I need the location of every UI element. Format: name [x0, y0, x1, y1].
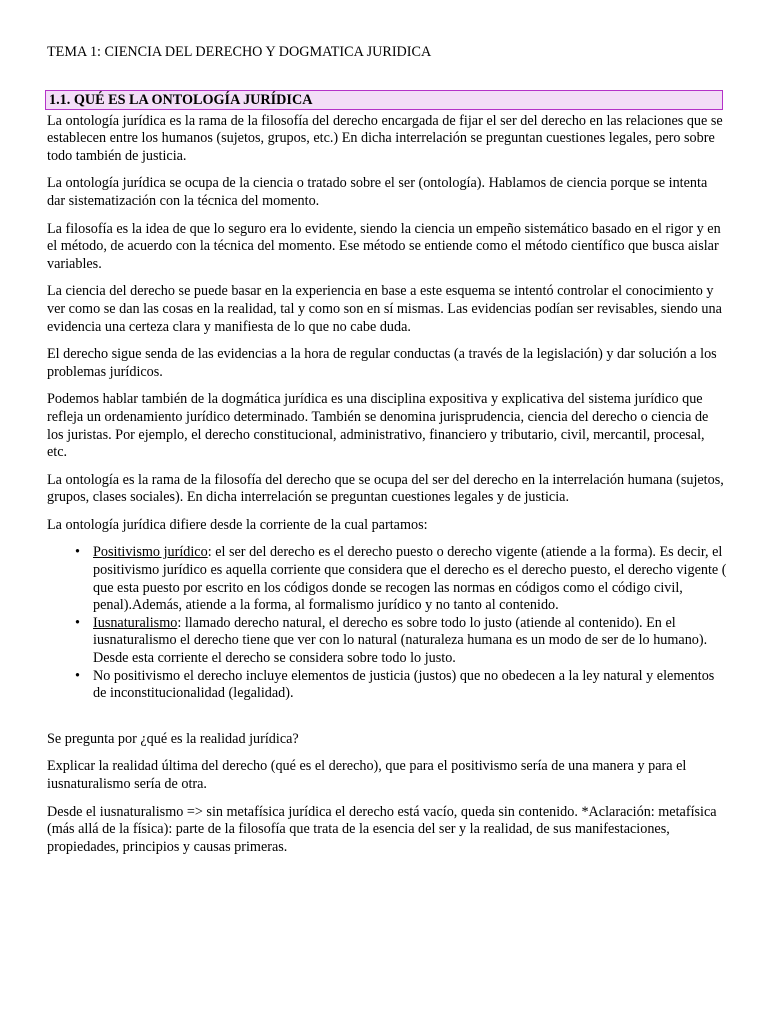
- bullet-icon: •: [75, 667, 80, 684]
- paragraph-ontologia-ciencia: La ontología jurídica se ocupa de la ciencia o tratado sobre el ser (ontología). Hablamos de ciencia porque se intenta dar sistematización con la técnica del momento.: [47, 175, 708, 209]
- spacer: [47, 713, 727, 731]
- list-item-text: No positivismo el derecho incluye elementos de justicia (justos) que no obedecen a la ley natural y elementos de inconstitucionalidad (legalidad).: [93, 667, 715, 702]
- paragraph-filosofia: La filosofía es la idea de que lo seguro era lo evidente, siendo la ciencia un empeño sistemático basado en el rigor y en el método, de acuerdo con la técnica del momento. Ese método se entiende como el método científico que busca aislar variables.: [47, 220, 721, 272]
- paragraph-ontologia-definicion: La ontología jurídica es la rama de la filosofía del derecho encargada de fijar el ser del derecho en las relaciones que se establecen entre los humanos (sujetos, grupos, etc.) En dicha interrelación se preguntan cuestiones legales, pero sobre todo también de justicia.: [47, 112, 723, 164]
- bullet-icon: •: [75, 614, 80, 631]
- term-iusnaturalismo: Iusnaturalismo: [93, 614, 178, 631]
- bullet-icon: •: [75, 544, 80, 561]
- paragraph-derecho-evidencias: El derecho sigue senda de las evidencias a la hora de regular conductas (a través de la legislación) y dar solución a los problemas jurídicos.: [47, 346, 717, 380]
- paragraph-ciencia-derecho: La ciencia del derecho se puede basar en la experiencia en base a este esquema se intentó controlar el conocimiento y ver como se dan las cosas en la realidad, tal y como son en sí mismas. Las evidencias podían ser revisables, siendo una evidencia una certeza clara y manifiesta de lo que no cabe duda.: [47, 283, 722, 335]
- list-item-iusnaturalismo: [75, 614, 727, 668]
- document-title: TEMA 1: CIENCIA DEL DERECHO Y DOGMATICA JURIDICA: [47, 44, 432, 60]
- paragraph-dogmatica: Podemos hablar también de la dogmática jurídica es una disciplina expositiva y explicativa del sistema jurídico que refleja un ordenamiento jurídico determinado. También se denomina jurisprudencia, ciencia del derecho o ciencia de los juristas. Por ejemplo, el derecho constitucional, administrativo, financiero y tributario, civil, mercantil, procesal, etc.: [47, 391, 709, 461]
- term-positivismo: Positivismo jurídico: [93, 544, 208, 561]
- list-item-text: : el ser del derecho es el derecho puesto o derecho vigente (atiende a la forma). Es decir, el positivismo jurídico es aquella corriente que considera que el derecho es el derecho puesto, el derecho vigente ( que esta puesto por escrito en los códigos donde se recogen las normas en códigos como el código civil, penal).Además, atiende a la forma, al formalismo jurídico y no tanto al contenido.: [93, 544, 727, 614]
- paragraph-realidad-ultima: Explicar la realidad última del derecho (qué es el derecho), que para el positivismo sería de una manera y para el iusnaturalismo sería de otra.: [47, 758, 687, 792]
- document-page: [47, 44, 727, 866]
- list-item-no-positivismo: [75, 667, 727, 703]
- paragraph-pregunta: Se pregunta por ¿qué es la realidad jurídica?: [47, 730, 299, 747]
- paragraph-ontologia-rama: La ontología es la rama de la filosofía del derecho que se ocupa del ser del derecho en la interrelación humana (sujetos, grupos, clases sociales). En dicha interrelación se preguntan cuestiones legales y de justicia.: [47, 471, 724, 506]
- list-item-positivismo: [75, 544, 727, 614]
- section-heading: 1.1. QUÉ ES LA ONTOLOGÍA JURÍDICA: [45, 90, 723, 110]
- paragraph-metafisica: Desde el iusnaturalismo => sin metafísica jurídica el derecho está vacío, queda sin contenido. *Aclaración: metafísica (más allá de la física): parte de la filosofía que trata de la esencia del ser y la realidad, de sus manifestaciones, propiedades, principios y causas primeras.: [47, 803, 717, 855]
- list-item-text: : llamado derecho natural, el derecho es sobre todo lo justo (atiende al contenido). En el iusnaturalismo el derecho tiene que ver con lo natural (naturaleza humana es un modo de ser de lo humano). Desde esta corriente el derecho se considera sobre todo lo justo.: [93, 614, 708, 667]
- paragraph-corrientes-intro: La ontología jurídica difiere desde la corriente de la cual partamos:: [47, 516, 428, 533]
- corrientes-list: [47, 544, 727, 702]
